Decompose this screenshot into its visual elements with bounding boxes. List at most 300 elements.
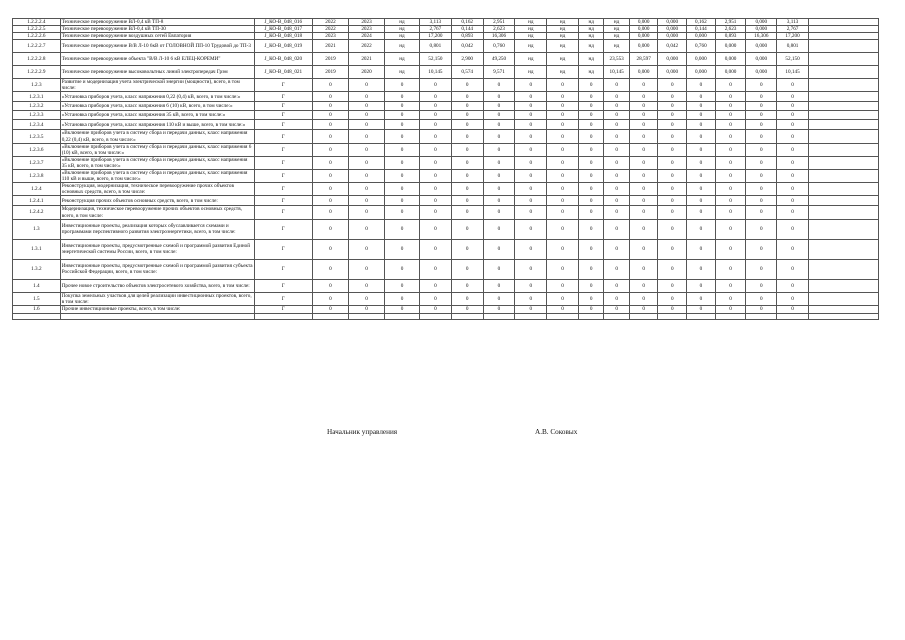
cell-code: J_КО-В_048_020 bbox=[254, 53, 312, 66]
cell-c15: 0 bbox=[658, 79, 687, 92]
cell-c12: нд bbox=[578, 19, 603, 26]
cell-c17: 0 bbox=[715, 92, 746, 102]
cell-y2: 0 bbox=[348, 111, 384, 120]
cell-c12: 0 bbox=[578, 143, 603, 156]
cell-c8: 0 bbox=[451, 143, 483, 156]
cell-y1: 0 bbox=[312, 206, 348, 219]
cell-empty bbox=[687, 313, 716, 319]
cell-c7: 0 bbox=[419, 279, 451, 292]
cell-c16: 0 bbox=[687, 239, 716, 259]
cell-c7: 0 bbox=[419, 292, 451, 305]
cell-c11: 0 bbox=[547, 219, 579, 239]
cell-c16: 0 bbox=[687, 279, 716, 292]
cell-y1: 0 bbox=[312, 79, 348, 92]
cell-c17: 0 bbox=[715, 79, 746, 92]
cell-empty bbox=[808, 292, 878, 305]
cell-name: Инвестиционные проекты, предусмотренные схемой и программой развития Единой энергетической системы России, всего, в том числе: bbox=[60, 239, 254, 259]
cell-c17: 0 bbox=[715, 143, 746, 156]
cell-c10: 0 bbox=[515, 219, 547, 239]
cell-c16: 0 bbox=[687, 183, 716, 196]
cell-c17: 0,000 bbox=[715, 40, 746, 53]
cell-c13: нд bbox=[604, 40, 629, 53]
cell-c15: 0 bbox=[658, 183, 687, 196]
cell-c8: 0 bbox=[451, 111, 483, 120]
cell-c14: 0 bbox=[629, 92, 658, 102]
signature-name: А.В. Соковых bbox=[535, 428, 578, 436]
cell-c9: 0 bbox=[483, 196, 515, 206]
cell-c9: 0 bbox=[483, 206, 515, 219]
signature-position: Начальник управления bbox=[327, 428, 398, 436]
cell-c18: 0 bbox=[746, 79, 777, 92]
cell-c11: 0 bbox=[547, 130, 579, 143]
cell-c14: 0 bbox=[629, 196, 658, 206]
cell-c7: 0 bbox=[419, 259, 451, 279]
table-row bbox=[13, 26, 879, 33]
cell-c18: 0 bbox=[746, 156, 777, 169]
cell-y1: 0 bbox=[312, 196, 348, 206]
cell-empty bbox=[808, 111, 878, 120]
cell-y2: 2022 bbox=[348, 40, 384, 53]
cell-unit: нд bbox=[385, 53, 420, 66]
cell-empty bbox=[777, 313, 809, 319]
cell-c14: 0 bbox=[629, 206, 658, 219]
cell-num: 1.2.3.3 bbox=[13, 111, 61, 120]
cell-c7: 0 bbox=[419, 111, 451, 120]
cell-c17: 0 bbox=[715, 206, 746, 219]
cell-c19: 0 bbox=[777, 206, 809, 219]
cell-c12: 0 bbox=[578, 120, 603, 130]
cell-c10: 0 bbox=[515, 305, 547, 313]
cell-c14: 0 bbox=[629, 156, 658, 169]
cell-empty bbox=[808, 120, 878, 130]
cell-c9: 0 bbox=[483, 183, 515, 196]
cell-code: Г bbox=[254, 111, 312, 120]
cell-y2: 0 bbox=[348, 130, 384, 143]
cell-c11: 0 bbox=[547, 183, 579, 196]
cell-empty bbox=[808, 143, 878, 156]
cell-name: «Установка приборов учета, класс напряжения 35 кВ, всего, в том числе:» bbox=[60, 111, 254, 120]
cell-code: Г bbox=[254, 279, 312, 292]
cell-c15: 0,000 bbox=[658, 33, 687, 40]
cell-c16: 0,144 bbox=[687, 26, 716, 33]
cell-code: Г bbox=[254, 196, 312, 206]
cell-c9: 0 bbox=[483, 219, 515, 239]
cell-c16: 0 bbox=[687, 143, 716, 156]
cell-c9: 0 bbox=[483, 239, 515, 259]
cell-c18: 0,000 bbox=[746, 40, 777, 53]
cell-name: «Установка приборов учета, класс напряжения 0,22 (0,4) кВ, всего, в том числе:» bbox=[60, 92, 254, 102]
cell-y1: 0 bbox=[312, 130, 348, 143]
cell-c10: 0 bbox=[515, 102, 547, 111]
cell-c12: 0 bbox=[578, 219, 603, 239]
cell-y1: 0 bbox=[312, 120, 348, 130]
cell-c10: нд bbox=[515, 19, 547, 26]
cell-c18: 0 bbox=[746, 219, 777, 239]
cell-c15: 0 bbox=[658, 156, 687, 169]
cell-c7: 0 bbox=[419, 130, 451, 143]
cell-c12: 0 bbox=[578, 170, 603, 183]
cell-c13: 0 bbox=[604, 120, 629, 130]
cell-empty bbox=[808, 53, 878, 66]
cell-c19: 17,200 bbox=[777, 33, 809, 40]
investment-table bbox=[12, 18, 879, 320]
cell-y1: 2022 bbox=[312, 19, 348, 26]
cell-c17: 0,893 bbox=[715, 33, 746, 40]
cell-c8: 0,144 bbox=[451, 26, 483, 33]
cell-num: 1.2.2.2.9 bbox=[13, 66, 61, 79]
cell-c16: 0 bbox=[687, 130, 716, 143]
cell-c16: 0 bbox=[687, 92, 716, 102]
cell-c19: 0 bbox=[777, 111, 809, 120]
table-row bbox=[13, 143, 879, 156]
cell-c18: 0 bbox=[746, 259, 777, 279]
cell-c16: 0 bbox=[687, 120, 716, 130]
cell-c7: 0 bbox=[419, 183, 451, 196]
cell-num: 1.2.3.1 bbox=[13, 92, 61, 102]
cell-empty bbox=[808, 219, 878, 239]
cell-num: 1.6 bbox=[13, 305, 61, 313]
cell-c15: 0,000 bbox=[658, 26, 687, 33]
cell-y2: 2023 bbox=[348, 26, 384, 33]
table-body bbox=[13, 19, 879, 320]
cell-unit: 0 bbox=[385, 292, 420, 305]
cell-code: Г bbox=[254, 206, 312, 219]
cell-c19: 0 bbox=[777, 102, 809, 111]
cell-c10: нд bbox=[515, 66, 547, 79]
table-row-empty bbox=[13, 313, 879, 319]
cell-c16: 0 bbox=[687, 111, 716, 120]
cell-c18: 0 bbox=[746, 183, 777, 196]
cell-c13: 0 bbox=[604, 79, 629, 92]
cell-c11: 0 bbox=[547, 196, 579, 206]
cell-name: Прочее новое строительство объектов электросетевого хозяйства, всего, в том числе: bbox=[60, 279, 254, 292]
cell-y1: 0 bbox=[312, 259, 348, 279]
cell-c10: 0 bbox=[515, 170, 547, 183]
cell-c17: 0 bbox=[715, 120, 746, 130]
cell-c7: 0 bbox=[419, 305, 451, 313]
cell-c7: 0 bbox=[419, 239, 451, 259]
cell-c13: 0 bbox=[604, 183, 629, 196]
cell-c12: нд bbox=[578, 40, 603, 53]
cell-y1: 0 bbox=[312, 143, 348, 156]
cell-c15: 0 bbox=[658, 130, 687, 143]
cell-c15: 0 bbox=[658, 239, 687, 259]
cell-c19: 0 bbox=[777, 183, 809, 196]
cell-y2: 2021 bbox=[348, 53, 384, 66]
cell-c8: 0 bbox=[451, 305, 483, 313]
cell-empty bbox=[808, 40, 878, 53]
cell-c14: 0,000 bbox=[629, 19, 658, 26]
cell-c16: 0 bbox=[687, 259, 716, 279]
cell-unit: нд bbox=[385, 26, 420, 33]
cell-c9: 0 bbox=[483, 92, 515, 102]
cell-c10: нд bbox=[515, 53, 547, 66]
cell-c12: 0 bbox=[578, 79, 603, 92]
cell-c14: 0,000 bbox=[629, 66, 658, 79]
cell-c15: 0 bbox=[658, 102, 687, 111]
cell-c16: 0 bbox=[687, 305, 716, 313]
table-row bbox=[13, 239, 879, 259]
cell-unit: 0 bbox=[385, 219, 420, 239]
cell-y1: 0 bbox=[312, 292, 348, 305]
table-row bbox=[13, 111, 879, 120]
cell-y2: 0 bbox=[348, 259, 384, 279]
cell-unit: 0 bbox=[385, 143, 420, 156]
cell-c8: 2,900 bbox=[451, 53, 483, 66]
table-row bbox=[13, 170, 879, 183]
cell-c18: 0 bbox=[746, 279, 777, 292]
cell-y2: 2024 bbox=[348, 33, 384, 40]
cell-y2: 2023 bbox=[348, 19, 384, 26]
cell-name: Техническое перевооружение высоковольтных линий электропередач Грэм bbox=[60, 66, 254, 79]
cell-c15: 0 bbox=[658, 111, 687, 120]
cell-c11: нд bbox=[547, 66, 579, 79]
cell-c17: 0 bbox=[715, 170, 746, 183]
cell-c11: нд bbox=[547, 33, 579, 40]
cell-unit: 0 bbox=[385, 239, 420, 259]
cell-y1: 2019 bbox=[312, 66, 348, 79]
cell-c14: 0 bbox=[629, 170, 658, 183]
cell-c13: 0 bbox=[604, 130, 629, 143]
cell-c14: 0,000 bbox=[629, 26, 658, 33]
cell-c8: 0 bbox=[451, 259, 483, 279]
cell-empty bbox=[808, 206, 878, 219]
cell-num: 1.3.1 bbox=[13, 239, 61, 259]
cell-c16: 0 bbox=[687, 170, 716, 183]
cell-num: 1.2.3.5 bbox=[13, 130, 61, 143]
cell-name: Техническое перевооружение объекта "В/В Л-10 6 кВ ЕЛЕЦ-КОРЕМИ" bbox=[60, 53, 254, 66]
cell-c19: 0 bbox=[777, 170, 809, 183]
cell-c10: нд bbox=[515, 40, 547, 53]
cell-empty bbox=[808, 305, 878, 313]
cell-c16: 0 bbox=[687, 219, 716, 239]
cell-c10: 0 bbox=[515, 183, 547, 196]
cell-c11: нд bbox=[547, 26, 579, 33]
cell-c11: 0 bbox=[547, 206, 579, 219]
cell-c17: 2,951 bbox=[715, 19, 746, 26]
cell-c19: 3,113 bbox=[777, 19, 809, 26]
cell-c7: 0 bbox=[419, 170, 451, 183]
cell-name: Техническое перевооружение В/В Л-10 6кВ от ГОЛОВНОЙ ПП-10 Трудовой до ТП-3 bbox=[60, 40, 254, 53]
cell-empty bbox=[715, 313, 746, 319]
cell-c13: 0 bbox=[604, 156, 629, 169]
cell-c13: 23,553 bbox=[604, 53, 629, 66]
cell-c7: 0 bbox=[419, 102, 451, 111]
cell-code: Г bbox=[254, 292, 312, 305]
cell-empty bbox=[808, 19, 878, 26]
cell-c7: 0 bbox=[419, 79, 451, 92]
cell-y1: 0 bbox=[312, 102, 348, 111]
cell-c18: 0 bbox=[746, 170, 777, 183]
cell-code: Г bbox=[254, 219, 312, 239]
table-row bbox=[13, 130, 879, 143]
cell-code: J_КО-В_048_016 bbox=[254, 19, 312, 26]
cell-c17: 0 bbox=[715, 259, 746, 279]
cell-c12: 0 bbox=[578, 130, 603, 143]
cell-c8: 0 bbox=[451, 156, 483, 169]
cell-c19: 0,801 bbox=[777, 40, 809, 53]
cell-num: 1.2.3.8 bbox=[13, 170, 61, 183]
cell-y2: 2020 bbox=[348, 66, 384, 79]
cell-num: 1.2.2.2.4 bbox=[13, 19, 61, 26]
cell-c10: 0 bbox=[515, 156, 547, 169]
cell-num: 1.3.2 bbox=[13, 259, 61, 279]
cell-c11: 0 bbox=[547, 170, 579, 183]
cell-y2: 0 bbox=[348, 305, 384, 313]
table-row bbox=[13, 279, 879, 292]
cell-c13: 0 bbox=[604, 102, 629, 111]
cell-c12: 0 bbox=[578, 279, 603, 292]
cell-c18: 0,000 bbox=[746, 66, 777, 79]
cell-c9: 0 bbox=[483, 279, 515, 292]
cell-c10: 0 bbox=[515, 206, 547, 219]
cell-name: Покупка земельных участков для целей реализации инвестиционных проектов, всего, в том числе: bbox=[60, 292, 254, 305]
cell-c15: 0,000 bbox=[658, 53, 687, 66]
cell-c11: 0 bbox=[547, 156, 579, 169]
cell-num: 1.2.3.4 bbox=[13, 120, 61, 130]
cell-name: Инвестиционные проекты, предусмотренные схемой и программой развития субъекта Российской Федерации, всего, в том числе: bbox=[60, 259, 254, 279]
cell-empty bbox=[808, 156, 878, 169]
cell-num: 1.2.3 bbox=[13, 79, 61, 92]
cell-y1: 0 bbox=[312, 170, 348, 183]
cell-c17: 0 bbox=[715, 239, 746, 259]
cell-y1: 0 bbox=[312, 156, 348, 169]
table-row bbox=[13, 66, 879, 79]
cell-unit: нд bbox=[385, 33, 420, 40]
cell-code: Г bbox=[254, 102, 312, 111]
cell-name: Реконструкция, модернизация, техническое перевооружение прочих объектов основных средств, всего, в том числе: bbox=[60, 183, 254, 196]
cell-c7: 0 bbox=[419, 120, 451, 130]
cell-y1: 0 bbox=[312, 219, 348, 239]
cell-c7: 0 bbox=[419, 143, 451, 156]
cell-name: «Установка приборов учета, класс напряжения 110 кВ и выше, всего, в том числе:» bbox=[60, 120, 254, 130]
cell-c18: 0 bbox=[746, 206, 777, 219]
cell-c9: 2,951 bbox=[483, 19, 515, 26]
cell-c9: 2,623 bbox=[483, 26, 515, 33]
cell-y2: 0 bbox=[348, 183, 384, 196]
cell-c16: 0 bbox=[687, 206, 716, 219]
cell-c14: 0 bbox=[629, 130, 658, 143]
cell-c14: 0 bbox=[629, 102, 658, 111]
cell-c18: 0 bbox=[746, 92, 777, 102]
cell-num: 1.2.3.2 bbox=[13, 102, 61, 111]
cell-c13: 0 bbox=[604, 279, 629, 292]
cell-empty bbox=[419, 313, 451, 319]
cell-c16: 0 bbox=[687, 102, 716, 111]
cell-c8: 0 bbox=[451, 170, 483, 183]
cell-code: Г bbox=[254, 130, 312, 143]
cell-c9: 0 bbox=[483, 111, 515, 120]
cell-c18: 0 bbox=[746, 196, 777, 206]
cell-empty bbox=[312, 313, 348, 319]
cell-num: 1.4 bbox=[13, 279, 61, 292]
cell-c11: 0 bbox=[547, 120, 579, 130]
cell-empty bbox=[808, 279, 878, 292]
cell-c18: 0,000 bbox=[746, 26, 777, 33]
cell-y1: 0 bbox=[312, 183, 348, 196]
cell-c7: 0 bbox=[419, 206, 451, 219]
cell-c10: 0 bbox=[515, 111, 547, 120]
cell-c9: 0 bbox=[483, 305, 515, 313]
cell-c13: 0 bbox=[604, 292, 629, 305]
cell-code: J_КО-В_048_018 bbox=[254, 33, 312, 40]
cell-y2: 0 bbox=[348, 92, 384, 102]
cell-unit: 0 bbox=[385, 156, 420, 169]
cell-empty bbox=[254, 313, 312, 319]
cell-empty bbox=[13, 313, 61, 319]
table-row bbox=[13, 102, 879, 111]
cell-empty bbox=[808, 66, 878, 79]
cell-y2: 0 bbox=[348, 196, 384, 206]
cell-c7: 0 bbox=[419, 156, 451, 169]
cell-c14: 0,000 bbox=[629, 33, 658, 40]
cell-c15: 0 bbox=[658, 219, 687, 239]
cell-c12: 0 bbox=[578, 259, 603, 279]
cell-c7: 0 bbox=[419, 196, 451, 206]
cell-empty bbox=[808, 196, 878, 206]
cell-c19: 2,767 bbox=[777, 26, 809, 33]
cell-code: J_КО-В_048_017 bbox=[254, 26, 312, 33]
cell-c19: 0 bbox=[777, 279, 809, 292]
cell-c19: 0 bbox=[777, 79, 809, 92]
table-row bbox=[13, 19, 879, 26]
table-row bbox=[13, 219, 879, 239]
cell-c14: 0 bbox=[629, 183, 658, 196]
cell-name: Прочие инвестиционные проекты, всего, в том числе: bbox=[60, 305, 254, 313]
cell-c19: 0 bbox=[777, 292, 809, 305]
cell-c9: 0 bbox=[483, 170, 515, 183]
cell-c12: нд bbox=[578, 66, 603, 79]
cell-c15: 0 bbox=[658, 170, 687, 183]
cell-unit: нд bbox=[385, 19, 420, 26]
cell-c14: 0,000 bbox=[629, 40, 658, 53]
cell-name: «Включение приборов учета в систему сбора и передачи данных, класс напряжения 110 кВ и выше, всего, в том числе:» bbox=[60, 170, 254, 183]
cell-c8: 0 bbox=[451, 279, 483, 292]
cell-c18: 0,000 bbox=[746, 19, 777, 26]
cell-c13: 10,145 bbox=[604, 66, 629, 79]
cell-y2: 0 bbox=[348, 156, 384, 169]
cell-c15: 0 bbox=[658, 206, 687, 219]
cell-y1: 2022 bbox=[312, 26, 348, 33]
table-row bbox=[13, 292, 879, 305]
cell-c9: 0 bbox=[483, 120, 515, 130]
cell-c7: 0,801 bbox=[419, 40, 451, 53]
cell-unit: 0 bbox=[385, 170, 420, 183]
cell-num: 1.2.2.2.6 bbox=[13, 33, 61, 40]
cell-c18: 0 bbox=[746, 143, 777, 156]
cell-c18: 16,306 bbox=[746, 33, 777, 40]
cell-unit: 0 bbox=[385, 259, 420, 279]
cell-c9: 49,250 bbox=[483, 53, 515, 66]
cell-c13: 0 bbox=[604, 92, 629, 102]
cell-c9: 0,760 bbox=[483, 40, 515, 53]
cell-c17: 0 bbox=[715, 279, 746, 292]
cell-y1: 0 bbox=[312, 279, 348, 292]
cell-empty bbox=[808, 92, 878, 102]
cell-c11: нд bbox=[547, 40, 579, 53]
cell-c15: 0,042 bbox=[658, 40, 687, 53]
cell-c15: 0 bbox=[658, 305, 687, 313]
cell-c14: 0 bbox=[629, 292, 658, 305]
cell-c11: нд bbox=[547, 19, 579, 26]
cell-code: Г bbox=[254, 170, 312, 183]
cell-empty bbox=[451, 313, 483, 319]
cell-code: J_КО-В_048_021 bbox=[254, 66, 312, 79]
cell-name: «Включение приборов учета в систему сбора и передачи данных, класс напряжения 6 (10) кВ, всего, в том числе:» bbox=[60, 143, 254, 156]
cell-c12: 0 bbox=[578, 206, 603, 219]
cell-y1: 0 bbox=[312, 111, 348, 120]
cell-c8: 0 bbox=[451, 79, 483, 92]
